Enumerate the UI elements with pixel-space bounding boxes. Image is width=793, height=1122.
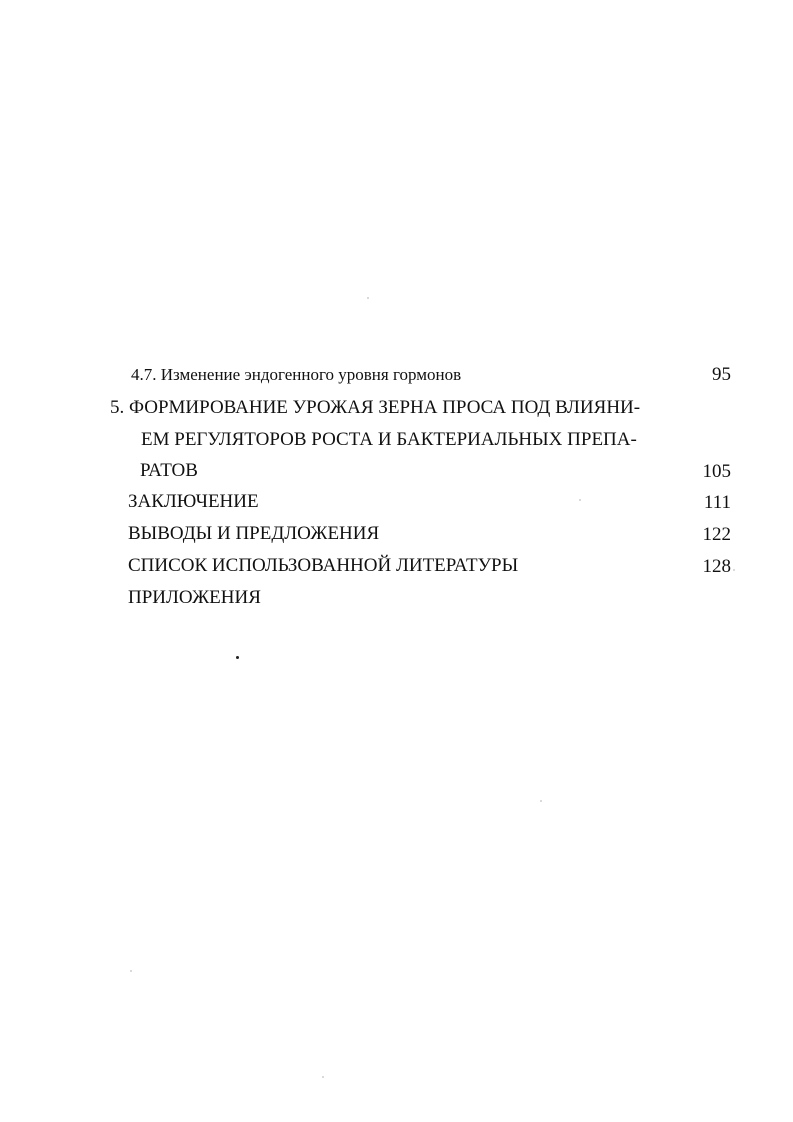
toc-entry-conclusion-title: ЗАКЛЮЧЕНИЕ xyxy=(128,491,259,512)
toc-entry-5-page: 105 xyxy=(702,461,731,482)
scan-speck xyxy=(579,499,581,501)
toc-entry-findings-title: ВЫВОДЫ И ПРЕДЛОЖЕНИЯ xyxy=(128,523,380,544)
toc-entry-findings-page: 122 xyxy=(702,524,731,545)
toc-entry-appendices-title: ПРИЛОЖЕНИЯ xyxy=(128,587,261,608)
toc-entry-references-page: 128 xyxy=(702,556,731,577)
toc-entry-conclusion-page: 111 xyxy=(703,492,731,513)
scan-speck xyxy=(540,800,542,802)
scan-speck xyxy=(367,297,369,299)
toc-entry-5-title-line-3: РАТОВ xyxy=(140,460,198,481)
toc-entry-references-title: СПИСОК ИСПОЛЬЗОВАННОЙ ЛИТЕРАТУРЫ xyxy=(128,555,519,576)
scan-speck xyxy=(130,970,132,972)
toc-entry-5-title-line-1: 5. ФОРМИРОВАНИЕ УРОЖАЯ ЗЕРНА ПРОСА ПОД ВЛИЯНИ- xyxy=(110,397,641,418)
toc-entry-4-7-page: 95 xyxy=(712,364,731,385)
scan-speck xyxy=(733,569,735,571)
scan-speck xyxy=(236,656,239,659)
toc-entry-4-7-title: 4.7. Изменение эндогенного уровня гормонов xyxy=(131,365,462,384)
toc-entry-5-title-line-2: ЕМ РЕГУЛЯТОРОВ РОСТА И БАКТЕРИАЛЬНЫХ ПРЕПА- xyxy=(141,429,637,450)
scan-speck xyxy=(322,1076,324,1078)
